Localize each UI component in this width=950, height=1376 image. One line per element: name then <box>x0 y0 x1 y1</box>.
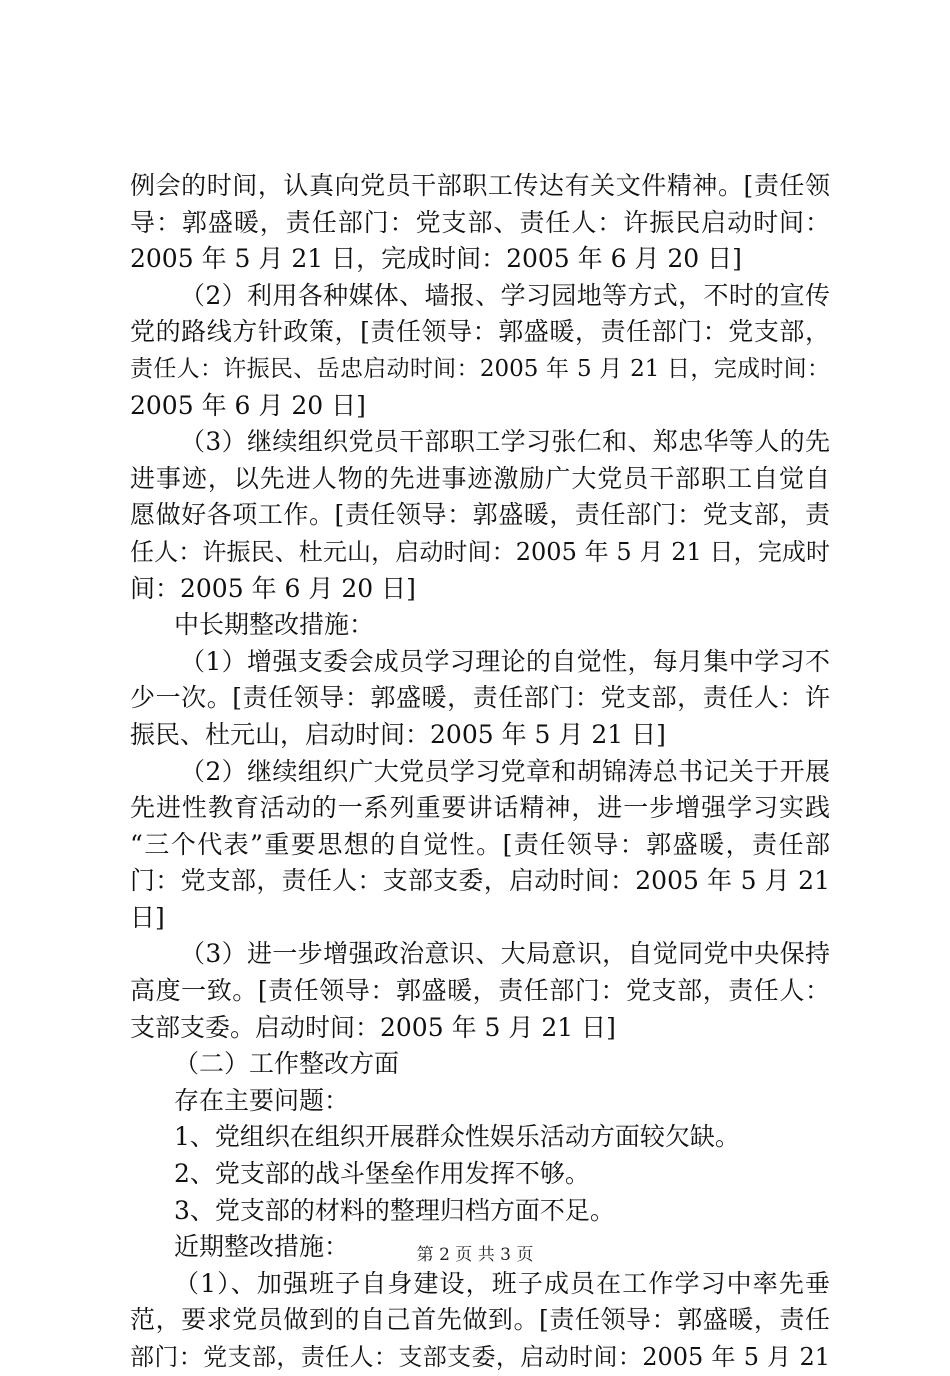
text-line: 进事迹，以先进人物的先进事迹激励广大党员干部职工自觉自 <box>130 463 830 493</box>
text-line: 少一次。[责任领导：郭盛暖，责任部门：党支部，责任人：许 <box>130 683 830 713</box>
text-line: 例会的时间，认真向党员干部职工传达有关文件精神。[责任领 <box>130 171 830 200</box>
section-heading: 中长期整改措施： <box>174 610 375 640</box>
text-line: 部门：党支部，责任人：支部支委，启动时间：2005 年 5 月 21 <box>130 1343 830 1371</box>
text-line: 任人：许振民、杜元山，启动时间：2005 年 5 月 21 日，完成时 <box>130 537 830 566</box>
text-line: 高度一致。[责任领导：郭盛暖，责任部门：党支部，责任人： <box>130 976 830 1006</box>
text-line: （2）利用各种媒体、墙报、学习园地等方式，不时的宣传 <box>180 280 830 310</box>
section-heading: （二）工作整改方面 <box>174 1049 400 1079</box>
list-item: 2、党支部的战斗堡垒作用发挥不够。 <box>174 1159 590 1189</box>
text-line: （3）进一步增强政治意识、大局意识，自觉同党中央保持 <box>180 939 830 969</box>
text-line: （1）增强支委会成员学习理论的自觉性，每月集中学习不 <box>180 646 830 676</box>
text-line: 振民、杜元山，启动时间：2005 年 5 月 21 日] <box>130 719 666 749</box>
text-line: “三个代表”重要思想的自觉性。[责任领导：郭盛暖，责任部 <box>130 829 830 859</box>
text-line: 间：2005 年 6 月 20 日] <box>130 573 416 603</box>
text-line: 党的路线方针政策，[责任领导：郭盛暖，责任部门：党支部， <box>130 317 830 347</box>
text-line: 先进性教育活动的一系列重要讲话精神，进一步增强学习实践 <box>130 793 830 823</box>
page-number-footer: 第 2 页 共 3 页 <box>416 1245 534 1265</box>
text-line: 门：党支部，责任人：支部支委，启动时间：2005 年 5 月 21 <box>130 866 830 896</box>
text-line: 日] <box>130 902 165 932</box>
section-heading: 近期整改措施： <box>174 1232 350 1262</box>
text-line: 责任人：许振民、岳忠启动时间：2005 年 5 月 21 日，完成时间： <box>130 355 830 382</box>
text-line: 2005 年 6 月 20 日] <box>130 390 366 420</box>
list-item: 3、党支部的材料的整理归档方面不足。 <box>174 1195 615 1225</box>
list-item: 1、党组织在组织开展群众性娱乐活动方面较欠缺。 <box>174 1122 740 1152</box>
text-line: （1）、加强班子自身建设，班子成员在工作学习中率先垂 <box>174 1268 830 1298</box>
section-heading: 存在主要问题： <box>174 1085 350 1115</box>
text-line: 导：郭盛暖，责任部门：党支部、责任人：许振民启动时间： <box>130 207 830 237</box>
text-line: （3）继续组织党员干部职工学习张仁和、郑忠华等人的先 <box>180 427 830 457</box>
text-line: 愿做好各项工作。[责任领导：郭盛暖，责任部门：党支部，责 <box>130 500 830 530</box>
text-line: 范，要求党员做到的自己首先做到。[责任领导：郭盛暖，责任 <box>130 1305 830 1335</box>
document-body <box>130 168 830 1376</box>
text-line: （2）继续组织广大党员学习党章和胡锦涛总书记关于开展 <box>180 756 830 786</box>
text-line: 2005 年 5 月 21 日，完成时间：2005 年 6 月 20 日] <box>130 244 742 274</box>
text-line: 支部支委。启动时间：2005 年 5 月 21 日] <box>130 1012 616 1042</box>
